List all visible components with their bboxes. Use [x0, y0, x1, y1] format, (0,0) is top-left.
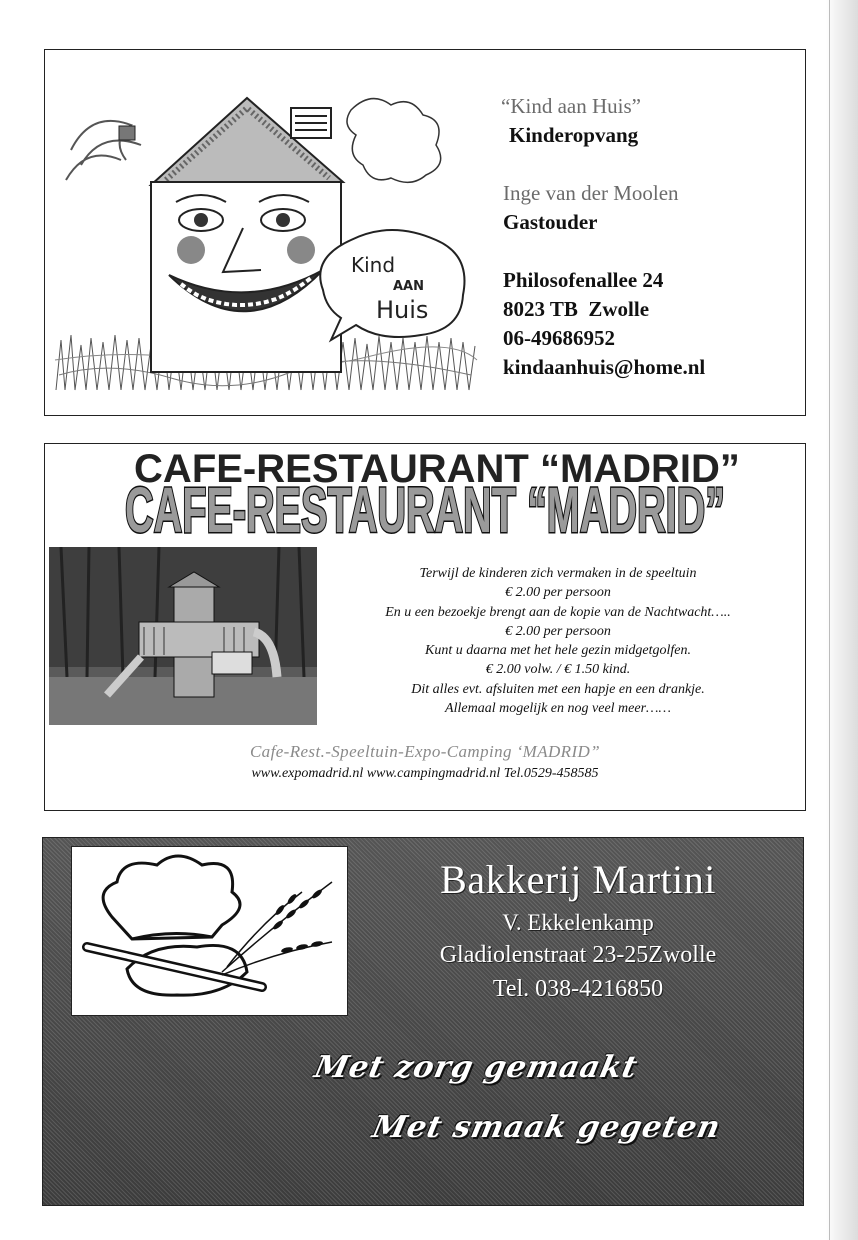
bubble-line-3: Huis	[376, 296, 429, 324]
description-line: En u een bezoekje brengt aan de kopie van de Nachtwacht…..	[385, 604, 731, 620]
madrid-title-graphic	[85, 452, 785, 542]
ad-bakkerij-martini	[42, 837, 804, 1206]
phone-number: 06-49686952	[503, 326, 615, 350]
bakery-slogan-1: Met zorg gemaakt	[311, 1050, 641, 1085]
description-line: Allemaal mogelijk en nog veel meer……	[445, 701, 671, 717]
madrid-strapline: Cafe-Rest.-Speeltuin-Expo-Camping ‘MADRID”	[249, 742, 601, 761]
house-drawing	[51, 90, 481, 400]
business-name: “Kind aan Huis”	[501, 94, 641, 118]
baker-logo	[71, 846, 348, 1016]
description-line: Terwijl de kinderen zich vermaken in de speeltuin	[419, 566, 697, 581]
description-line: Dit alles evt. afsluiten met een hapje en een drankje.	[411, 681, 705, 697]
description-line: Kunt u daarna met het hele gezin midgetgolfen.	[425, 643, 691, 659]
bakery-address: Gladiolenstraat 23-25Zwolle	[439, 942, 717, 968]
kind-aan-huis-text	[501, 92, 705, 382]
ad-kind-aan-huis	[44, 49, 806, 416]
street-address: Philosofenallee 24	[503, 268, 664, 292]
madrid-title-shadow: CAFE-RESTAURANT “MADRID”	[134, 452, 740, 491]
business-type: Kinderopvang	[509, 123, 639, 147]
madrid-description	[333, 564, 783, 718]
madrid-contact: www.expomadrid.nl www.campingmadrid.nl Tel.0529-458585	[251, 766, 599, 781]
bakery-owner: V. Ekkelenkamp	[502, 910, 654, 935]
bakery-phone: Tel. 038-4216850	[492, 976, 664, 1002]
madrid-title: CAFE-RESTAURANT “MADRID”	[125, 474, 725, 542]
bakery-name: Bakkerij Martini	[440, 857, 716, 902]
bubble-line-2: AAN	[393, 279, 425, 294]
description-line: € 2.00 volw. / € 1.50 kind.	[485, 662, 631, 678]
contact-role: Gastouder	[503, 210, 598, 234]
bubble-line-1: Kind	[351, 253, 396, 277]
description-line: € 2.00 per persoon	[505, 585, 611, 601]
playground-photo	[49, 547, 317, 725]
description-line: € 2.00 per persoon	[505, 623, 611, 639]
bakery-slogan-2: Met smaak gegeten	[369, 1110, 724, 1145]
ad-cafe-madrid	[44, 443, 806, 811]
page-edge	[826, 0, 858, 1240]
postcode-city: 8023 TB Zwolle	[503, 297, 650, 321]
page-edge-line	[829, 0, 830, 1240]
email-address: kindaanhuis@home.nl	[503, 355, 706, 379]
contact-person: Inge van der Moolen	[503, 181, 679, 205]
